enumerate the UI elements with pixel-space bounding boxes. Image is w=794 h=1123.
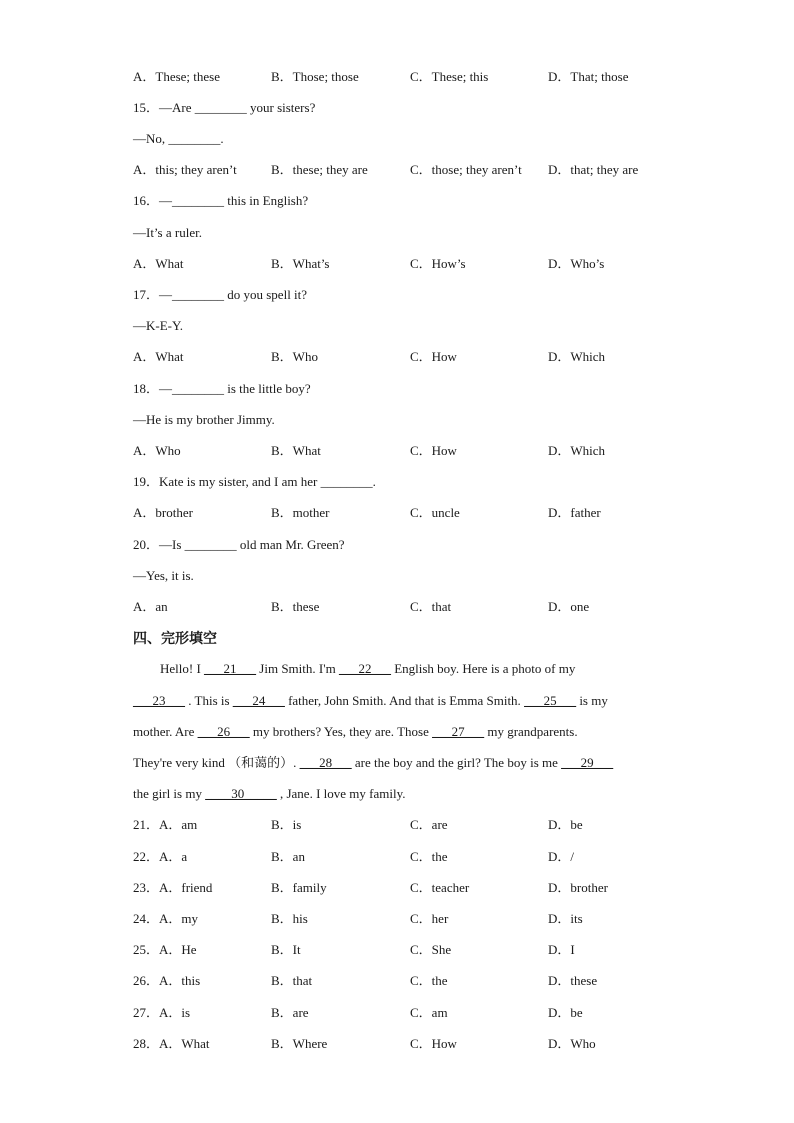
q20-option-b: B．these — [271, 599, 320, 614]
q19-option-d: D．father — [548, 505, 601, 520]
passage-text: Jim Smith. I'm — [256, 661, 339, 676]
cloze-option-d: D．I — [548, 942, 575, 957]
q19-option-c: C．uncle — [410, 505, 460, 520]
cloze-option-b: B．are — [271, 1005, 309, 1020]
q18-option-c: C．How — [410, 443, 457, 458]
passage-text: father, John Smith. And that is Emma Smith. — [284, 693, 525, 708]
cloze-option-c: C．her — [410, 911, 449, 926]
q18-option-d: D．Which — [548, 443, 606, 458]
q17-option-a: A．What — [133, 349, 184, 364]
blank-22: ___22___ — [338, 661, 391, 676]
cloze-option-c: C．teacher — [410, 880, 470, 895]
passage-text: the girl is my — [133, 786, 206, 801]
cloze-option-d: D．its — [548, 911, 583, 926]
cloze-21-options — [133, 817, 693, 833]
q20-reply: —Yes, it is. — [133, 568, 194, 583]
cloze-27-options — [133, 1005, 693, 1021]
q18-option-b: B．What — [271, 443, 321, 458]
cloze-option-c: C．She — [410, 942, 452, 957]
passage-text: my grandparents. — [484, 724, 578, 739]
blank-25: ___25___ — [524, 693, 577, 708]
cloze-24-options — [133, 911, 693, 927]
cloze-option-b: B．an — [271, 849, 305, 864]
cloze-option-d: D．be — [548, 817, 583, 832]
q15-options — [133, 162, 693, 178]
cloze-option-b: B．his — [271, 911, 308, 926]
q20-stem: 20．—Is ________ old man Mr. Green? — [133, 537, 345, 552]
q16-option-b: B．What’s — [271, 256, 330, 271]
cloze-option-a: 24．A．my — [133, 911, 199, 926]
q15-option-c: C．those; they aren’t — [410, 162, 522, 177]
q17-stem: 17．—________ do you spell it? — [133, 287, 308, 302]
section-heading: 四、完形填空 — [133, 631, 217, 647]
cloze-option-a: 23．A．friend — [133, 880, 213, 895]
cloze-option-d: D．Who — [548, 1036, 596, 1051]
q14-option-a: A．These; these — [133, 69, 221, 84]
q15-stem: 15．—Are ________ your sisters? — [133, 100, 316, 115]
cloze-option-b: B．Where — [271, 1036, 328, 1051]
cloze-option-c: C．the — [410, 973, 448, 988]
cloze-25-options — [133, 942, 693, 958]
q15-option-b: B．these; they are — [271, 162, 368, 177]
passage-text: . This is — [185, 693, 233, 708]
cloze-option-b: B．is — [271, 817, 302, 832]
q17-options — [133, 349, 693, 365]
q19-option-a: A．brother — [133, 505, 193, 520]
q20-option-d: D．one — [548, 599, 590, 614]
cloze-option-a: 28．A．What — [133, 1036, 210, 1051]
blank-21: ___21___ — [204, 661, 257, 676]
passage-text: are the boy and the girl? The boy is me — [351, 755, 562, 770]
q20-option-c: C．that — [410, 599, 452, 614]
passage-line-4 — [133, 755, 613, 771]
passage-text: is my — [576, 693, 608, 708]
q18-options — [133, 443, 693, 459]
blank-29: ___29___ — [561, 755, 614, 770]
blank-26: ___26___ — [197, 724, 250, 739]
q16-option-a: A．What — [133, 256, 184, 271]
blank-24: ___24___ — [232, 693, 285, 708]
q20-options — [133, 599, 693, 615]
q17-option-c: C．How — [410, 349, 457, 364]
q15-option-d: D．that; they are — [548, 162, 639, 177]
cloze-option-a: 27．A．is — [133, 1005, 191, 1020]
q19-options — [133, 505, 693, 521]
q14-option-d: D．That; those — [548, 69, 629, 84]
cloze-23-options — [133, 880, 693, 896]
q16-stem: 16．—________ this in English? — [133, 193, 309, 208]
cloze-26-options — [133, 973, 693, 989]
blank-23: ___23___ — [133, 693, 185, 708]
q17-option-d: D．Which — [548, 349, 606, 364]
cloze-option-d: D．brother — [548, 880, 608, 895]
q18-option-a: A．Who — [133, 443, 181, 458]
cloze-option-d: D．be — [548, 1005, 583, 1020]
passage-line-1 — [160, 661, 575, 677]
q18-reply: —He is my brother Jimmy. — [133, 412, 275, 427]
cloze-option-c: C．am — [410, 1005, 448, 1020]
cloze-option-a: 26．A．this — [133, 973, 201, 988]
q20-option-a: A．an — [133, 599, 168, 614]
passage-text: , Jane. I love my family. — [276, 786, 406, 801]
blank-30: ____30_____ — [205, 786, 277, 801]
q19-option-b: B．mother — [271, 505, 330, 520]
passage-text: mother. Are — [133, 724, 198, 739]
cloze-22-options — [133, 849, 693, 865]
cloze-option-d: D．/ — [548, 849, 575, 864]
passage-text: my brothers? Yes, they are. Those — [249, 724, 433, 739]
passage-line-5 — [133, 786, 405, 802]
passage-text: English boy. Here is a photo of my — [390, 661, 576, 676]
passage-line-3 — [133, 724, 578, 740]
passage-line-2 — [133, 693, 608, 709]
q18-stem: 18．—________ is the little boy? — [133, 381, 311, 396]
q17-reply: —K-E-Y. — [133, 318, 183, 333]
q14-option-c: C．These; this — [410, 69, 489, 84]
cloze-option-a: 22．A．a — [133, 849, 188, 864]
blank-28: ___28___ — [299, 755, 352, 770]
q15-option-a: A．this; they aren’t — [133, 162, 237, 177]
blank-27: ___27___ — [432, 724, 485, 739]
passage-text: They're very kind （和蔼的）. — [133, 755, 300, 770]
cloze-option-c: C．How — [410, 1036, 457, 1051]
cloze-option-d: D．these — [548, 973, 598, 988]
q16-option-c: C．How’s — [410, 256, 466, 271]
cloze-option-b: B．family — [271, 880, 327, 895]
q17-option-b: B．Who — [271, 349, 318, 364]
q16-reply: —It’s a ruler. — [133, 225, 202, 240]
passage-text: Hello! I — [160, 661, 205, 676]
cloze-option-c: C．are — [410, 817, 448, 832]
cloze-option-a: 21．A．am — [133, 817, 198, 832]
q14-option-b: B．Those; those — [271, 69, 359, 84]
cloze-option-a: 25．A．He — [133, 942, 197, 957]
cloze-28-options — [133, 1036, 693, 1052]
q14-options — [133, 69, 693, 85]
cloze-option-c: C．the — [410, 849, 448, 864]
q19-stem: 19．Kate is my sister, and I am her ________. — [133, 474, 376, 489]
q16-options — [133, 256, 693, 272]
q16-option-d: D．Who’s — [548, 256, 605, 271]
q15-reply: —No, ________. — [133, 131, 224, 146]
cloze-option-b: B．It — [271, 942, 301, 957]
cloze-option-b: B．that — [271, 973, 313, 988]
